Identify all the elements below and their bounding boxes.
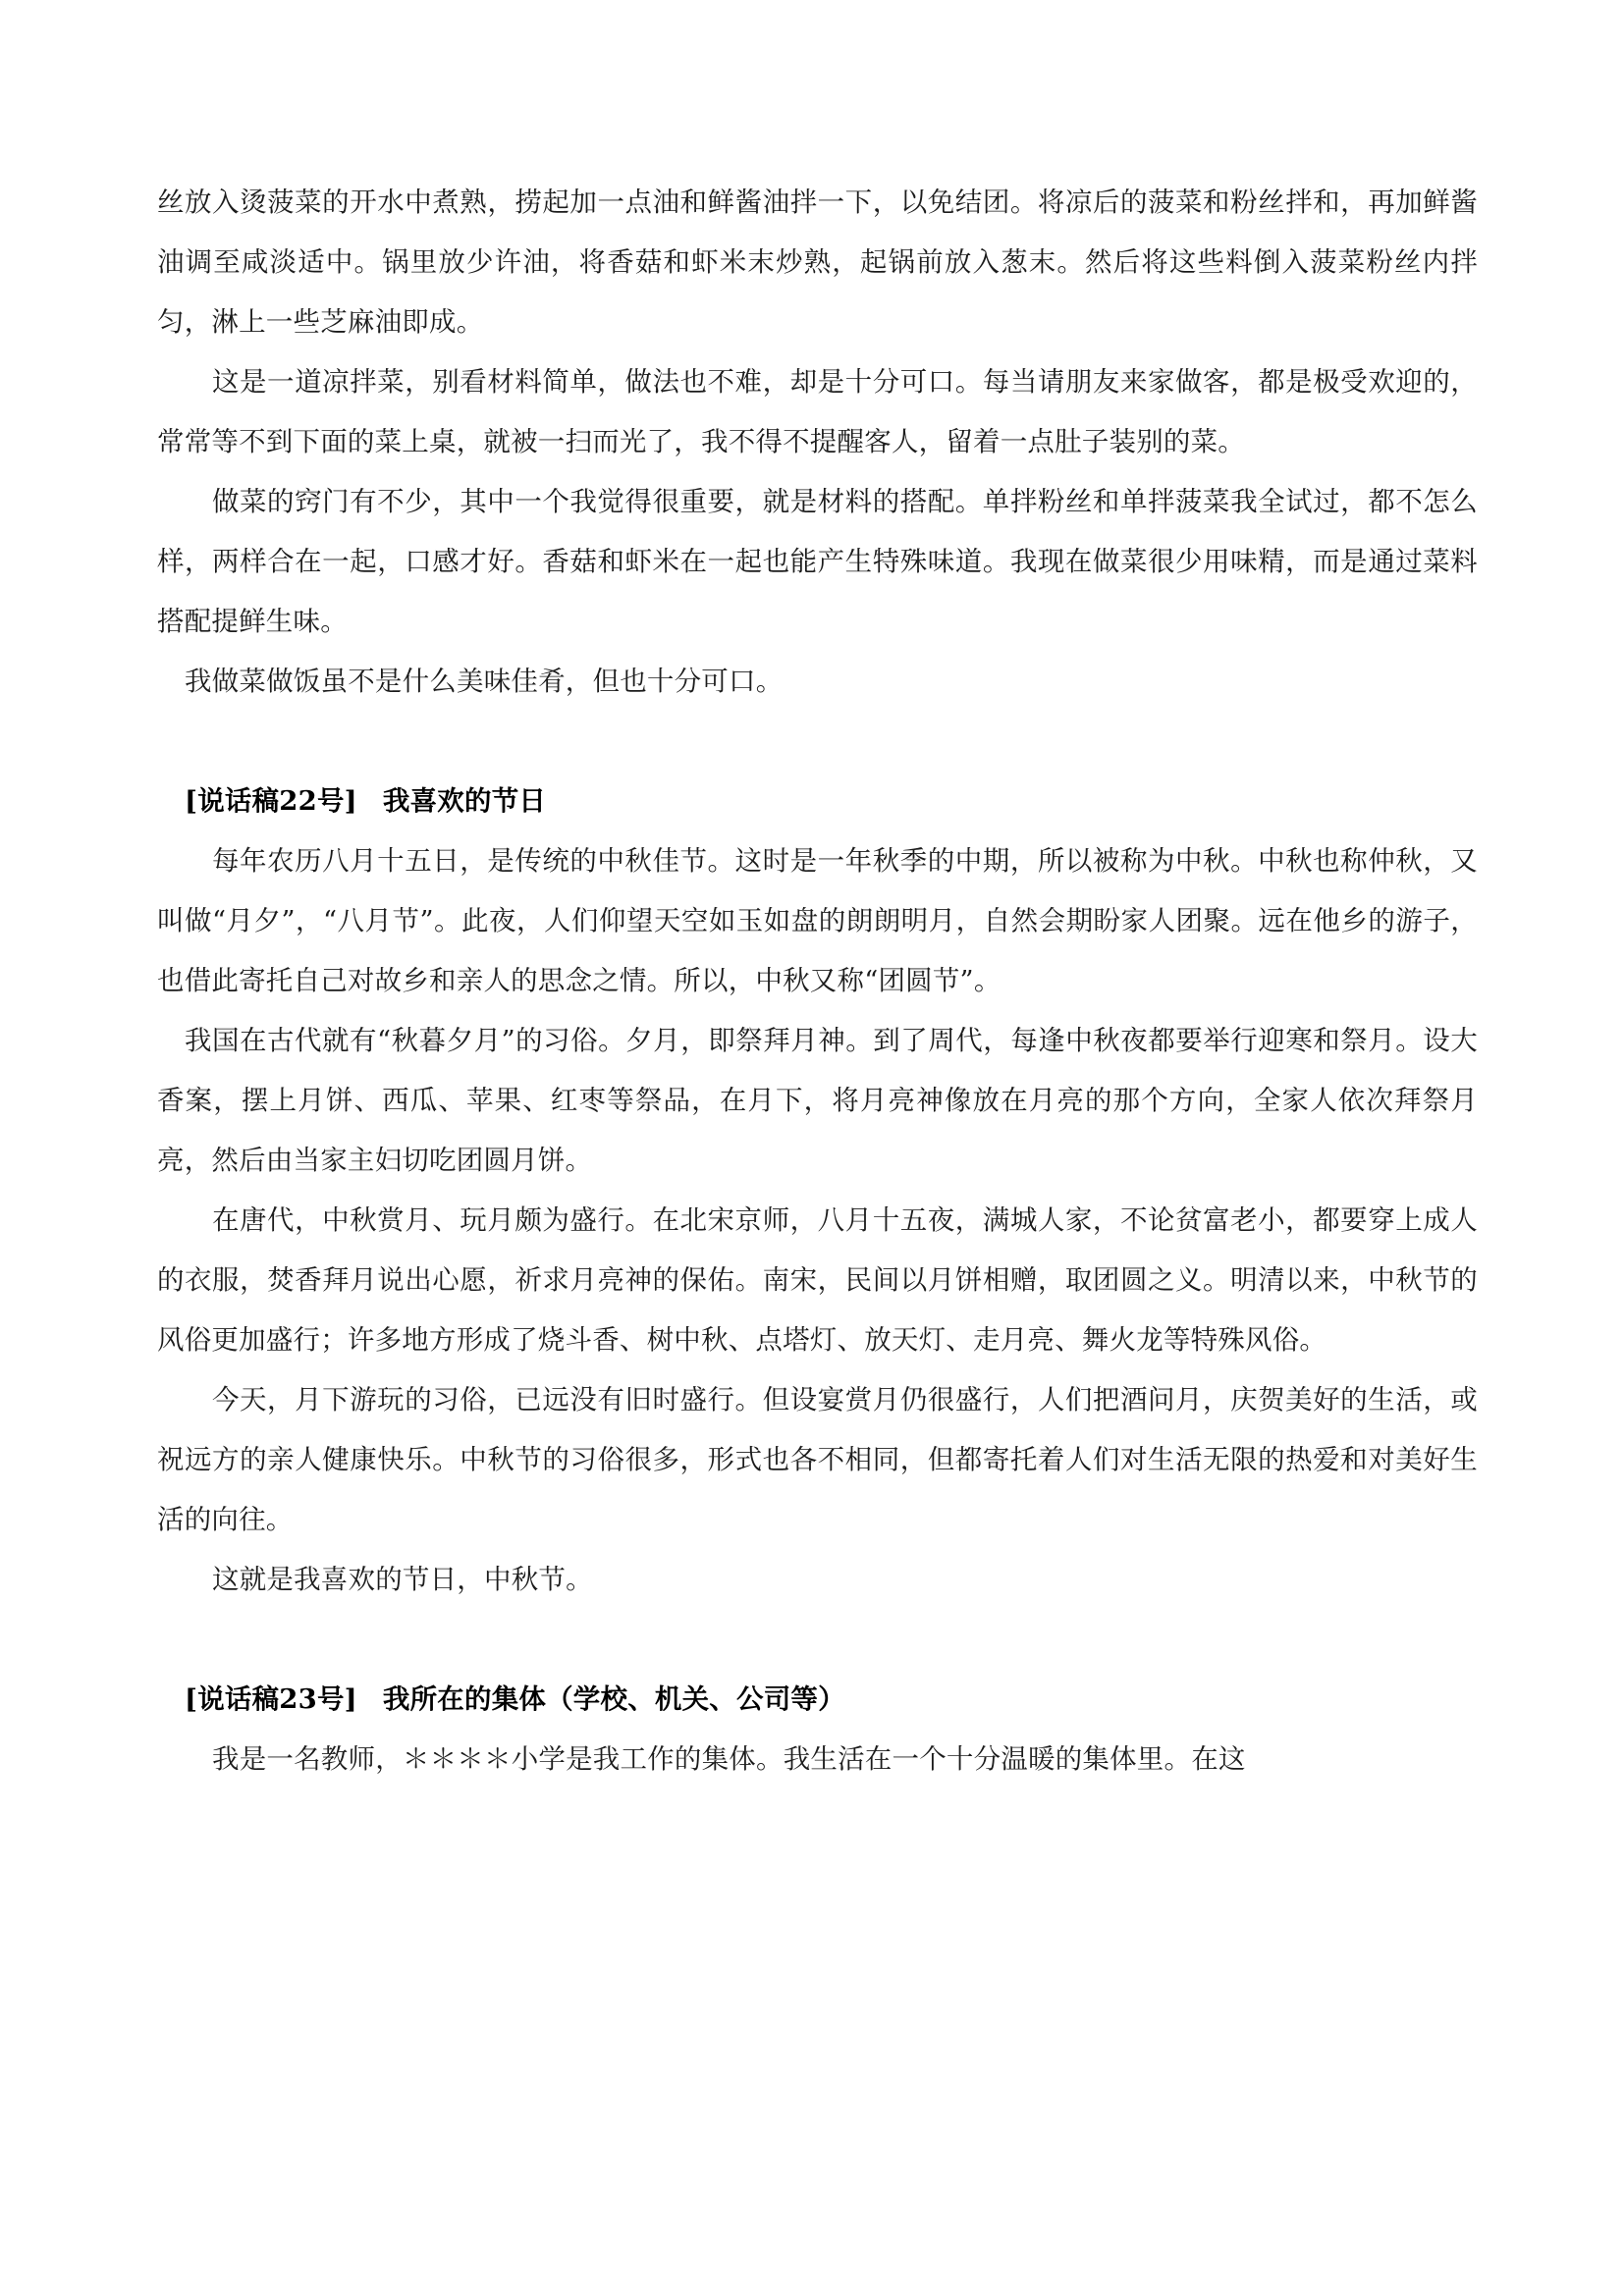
heading-title: 我喜欢的节日 <box>382 785 547 817</box>
heading-title: 我所在的集体（学校、机关、公司等） <box>382 1683 845 1715</box>
paragraph-tang-song-dynasty: 在唐代，中秋赏月、玩月颇为盛行。在北宋京师，八月十五夜，满城人家，不论贫富老小，都要穿上成人的衣服，焚香拜月说出心愿，祈求月亮神的保佑。南宋，民间以月饼相赠，取团圆之义。明清以来，中秋节的风俗更加盛行；许多地方形成了烧斗香、树中秋、点塔灯、放天灯、走月亮、舞火龙等特殊风俗。 <box>157 1204 1478 1356</box>
paragraph-today-custom: 今天，月下游玩的习俗，已远没有旧时盛行。但设宴赏月仍很盛行，人们把酒问月，庆贺美好的生活，或祝远方的亲人健康快乐。中秋节的习俗很多，形式也各不相同，但都寄托着人们对生活无限的热爱和对美好生活的向往。 <box>157 1384 1478 1535</box>
paragraph-conclusion-festival: 这就是我喜欢的节日，中秋节。 <box>212 1564 593 1595</box>
paragraph-conclusion-cooking: 我做菜做饭虽不是什么美味佳肴，但也十分可口。 <box>185 666 784 697</box>
section-gap-23 <box>157 1610 1478 1670</box>
section-gap-22 <box>157 712 1478 772</box>
document-content-area <box>157 173 1478 1789</box>
heading-tag: [说话稿23号] <box>185 1683 357 1715</box>
paragraph-my-collective: 我是一名教师，＊＊＊＊小学是我工作的集体。我生活在一个十分温暖的集体里。在这 <box>212 1743 1246 1775</box>
heading-speech-23 <box>157 1670 1478 1730</box>
paragraph-cold-dish: 这是一道凉拌菜，别看材料简单，做法也不难，却是十分可口。每当请朋友来家做客，都是极受欢迎的，常常等不到下面的菜上桌，就被一扫而光了，我不得不提醒客人，留着一点肚子装别的菜。 <box>157 366 1478 457</box>
paragraph-mid-autumn-intro: 每年农历八月十五日，是传统的中秋佳节。这时是一年秋季的中期，所以被称为中秋。中秋也称仲秋，又叫做“月夕”，“八月节”。此夜，人们仰望天空如玉如盘的朗朗明月，自然会期盼家人团聚。远在他乡的游子，也借此寄托自己对故乡和亲人的思念之情。所以，中秋又称“团圆节”。 <box>157 845 1478 996</box>
paragraph-cooking-tips: 做菜的窍门有不少，其中一个我觉得很重要，就是材料的搭配。单拌粉丝和单拌菠菜我全试过，都不怎么样，两样合在一起，口感才好。香菇和虾米在一起也能产生特殊味道。我现在做菜很少用味精，而是通过菜料搭配提鲜生味。 <box>157 486 1478 637</box>
heading-tag: [说话稿22号] <box>185 785 357 817</box>
paragraph-recipe-steps: 丝放入烫菠菜的开水中煮熟，捞起加一点油和鲜酱油拌一下，以免结团。将凉后的菠菜和粉丝拌和，再加鲜酱油调至咸淡适中。锅里放少许油，将香菇和虾米末炒熟，起锅前放入葱末。然后将这些料倒入菠菜粉丝内拌匀，淋上一些芝麻油即成。 <box>157 187 1478 338</box>
paragraph-ancient-custom: 我国在古代就有“秋暮夕月”的习俗。夕月，即祭拜月神。到了周代，每逢中秋夜都要举行迎寒和祭月。设大香案，摆上月饼、西瓜、苹果、红枣等祭品，在月下，将月亮神像放在月亮的那个方向，全家人依次拜祭月亮，然后由当家主妇切吃团圆月饼。 <box>157 1025 1478 1176</box>
heading-speech-22 <box>157 772 1478 831</box>
